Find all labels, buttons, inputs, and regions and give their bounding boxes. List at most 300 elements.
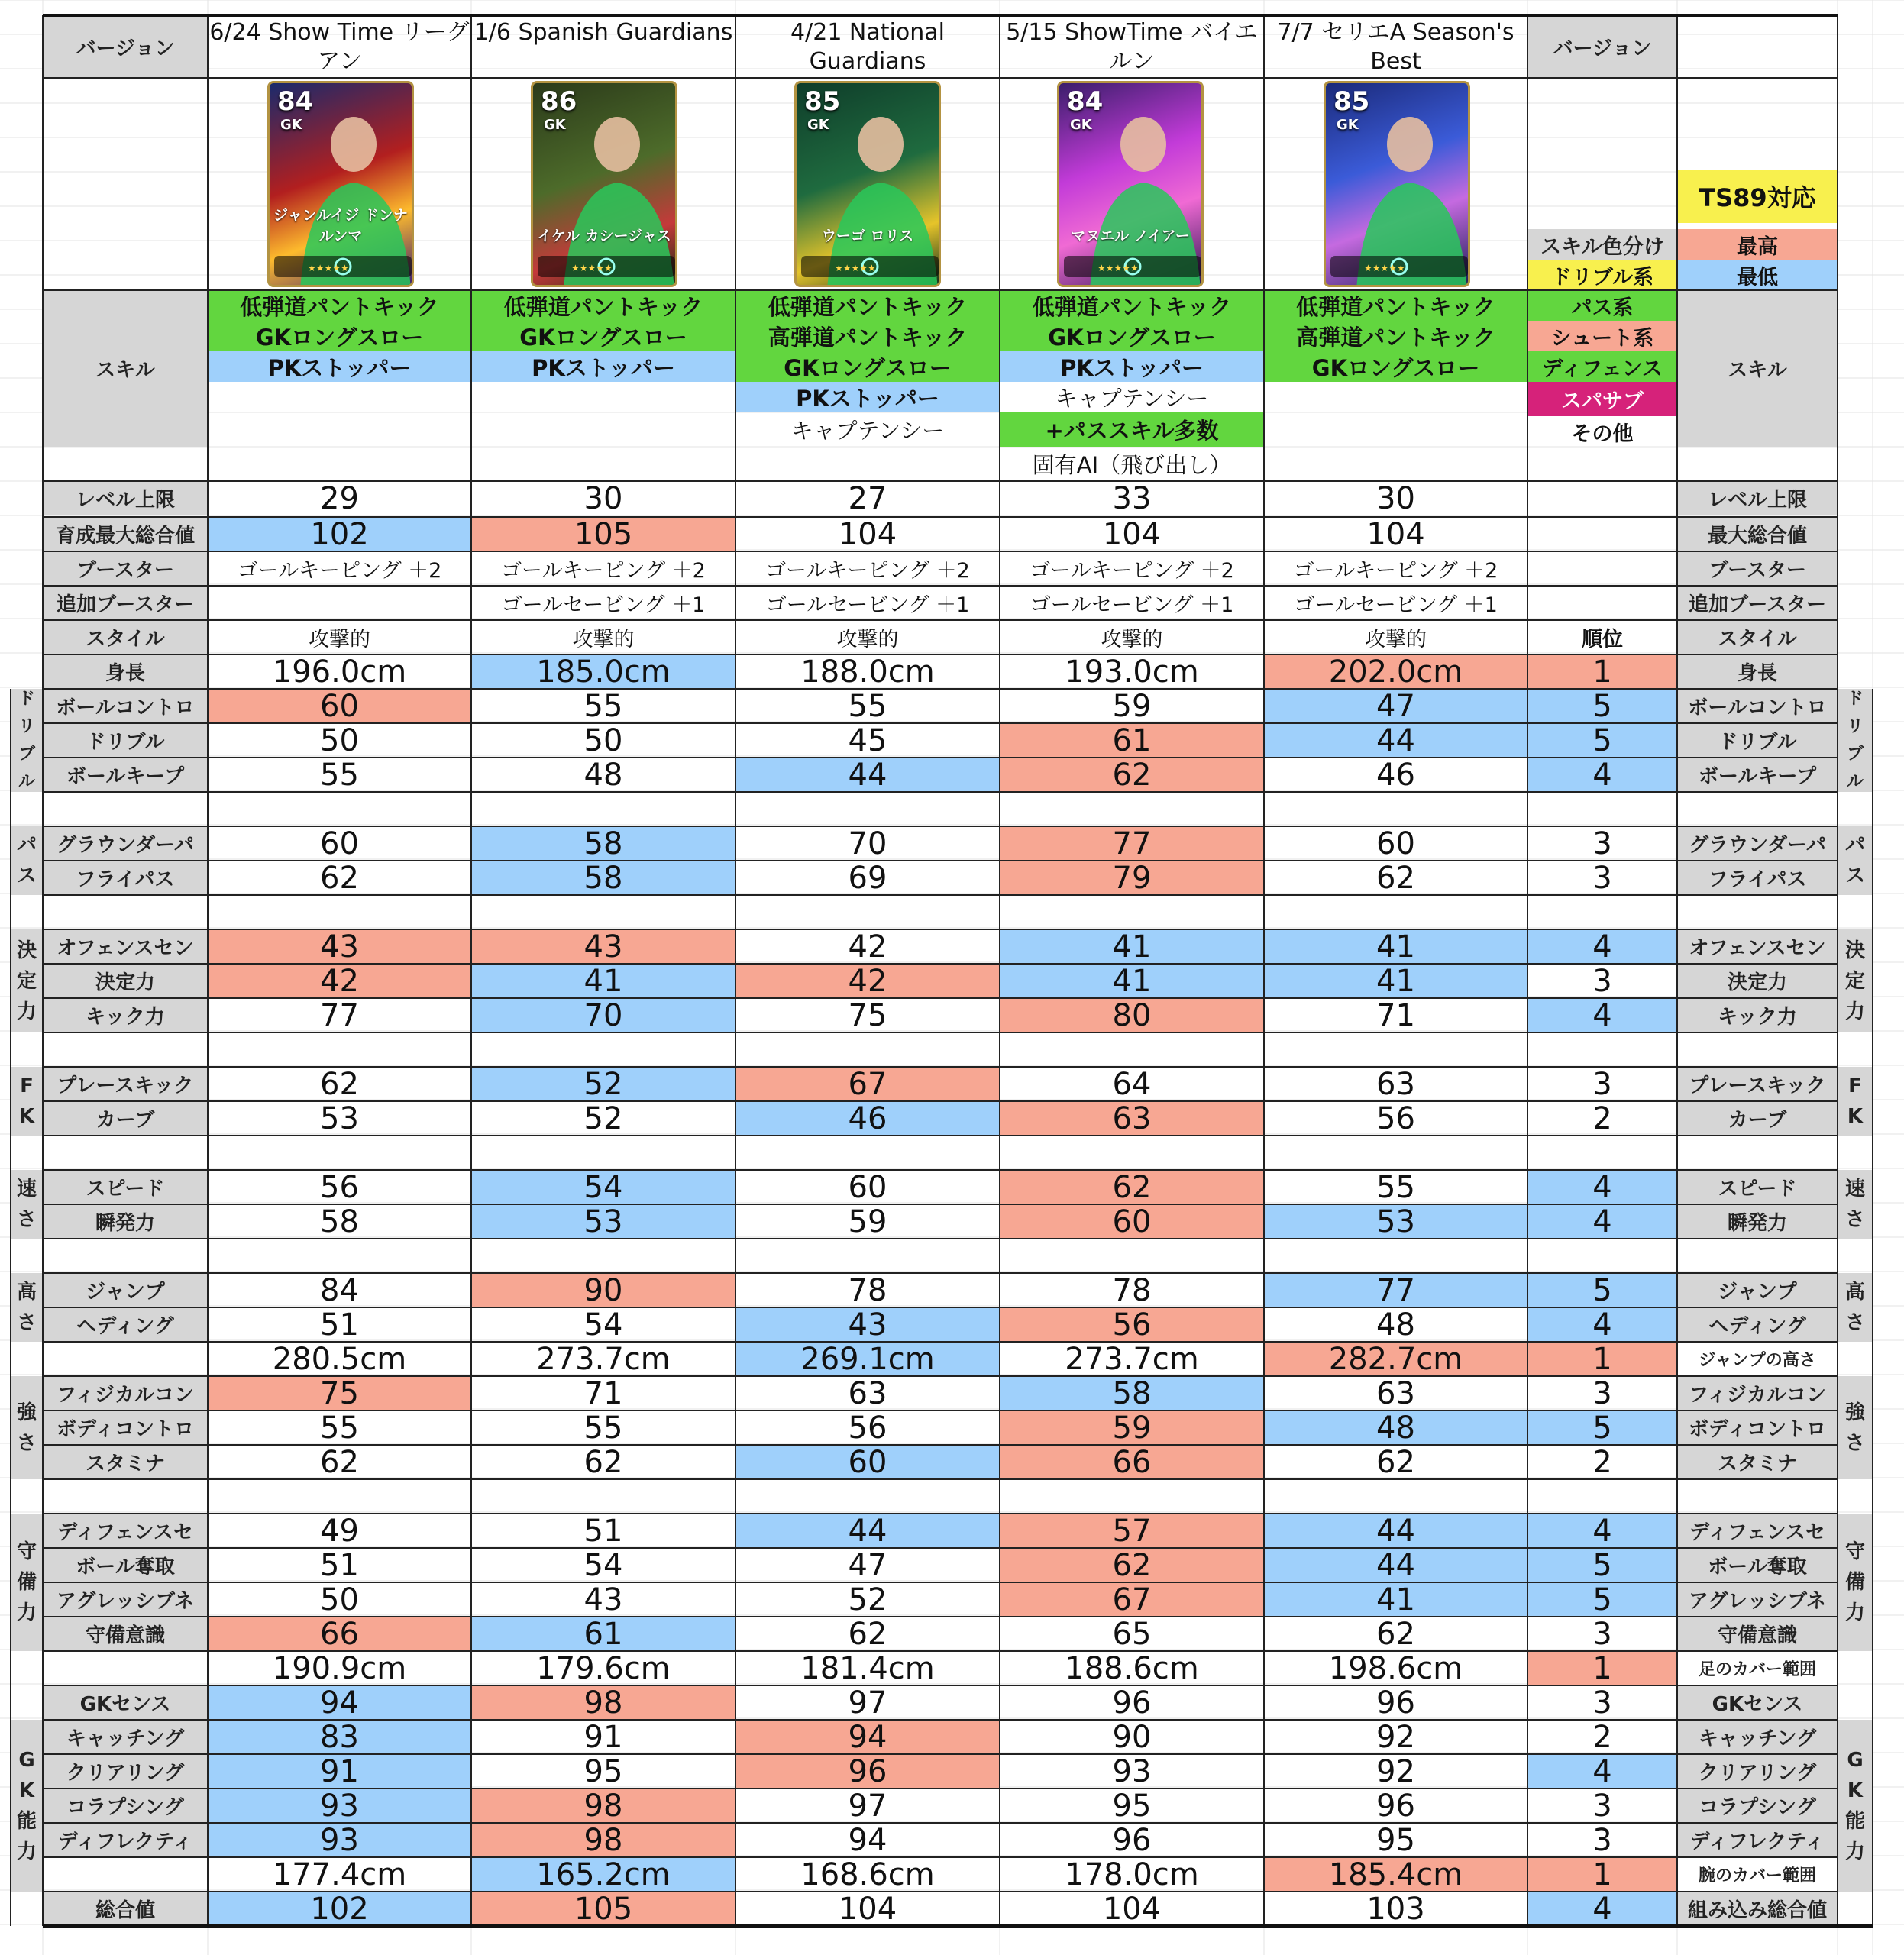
stat-value-19-2: 90 — [471, 1273, 735, 1307]
stat-value-24-5: 62 — [1376, 1445, 1415, 1479]
stat-value-34-4: 96 — [1112, 1823, 1152, 1857]
stat-label-right-4: 追加ブースター — [1677, 586, 1838, 620]
stat-label-right-23: ボディコントロ — [1677, 1411, 1838, 1445]
card-position: GK — [280, 117, 302, 133]
stat-value-13-4: 41 — [1000, 964, 1264, 998]
stat-value-23-1: 55 — [320, 1411, 359, 1445]
skill-3-4: PKストッパー — [735, 382, 1000, 412]
stat-label-right-6: 身長 — [1677, 654, 1838, 689]
stat-label-right-28: 守備意識 — [1677, 1617, 1838, 1651]
stat-value-10-5: 60 — [1376, 826, 1415, 861]
group-label-shoot: 決定力 — [11, 929, 43, 1032]
stat-value-28-4: 65 — [1112, 1617, 1152, 1651]
stat-value-15-4: 64 — [1112, 1067, 1152, 1101]
stat-value-5-3: 攻撃的 — [836, 628, 899, 651]
stat-value-36-4: 104 — [1102, 1892, 1162, 1926]
skill-2-3: PKストッパー — [471, 351, 735, 382]
group-label-right-defense: 守備力 — [1838, 1514, 1873, 1651]
stat-value-7-2: 55 — [583, 689, 623, 723]
group-label-right-height: 高さ — [1838, 1273, 1873, 1342]
stat-label-22: フィジカルコン — [43, 1376, 208, 1411]
skill-header-label-right: スキル — [1677, 290, 1838, 447]
card-rating: 84 — [1067, 86, 1104, 117]
stat-value-3-4: ゴールキーピング ＋2 — [1030, 559, 1234, 583]
stat-value-30-5: 96 — [1376, 1685, 1415, 1720]
stat-label-right-12: オフェンスセン — [1677, 929, 1838, 964]
stat-value-36-5: 103 — [1366, 1892, 1425, 1926]
stat-value-32-1: 91 — [208, 1754, 471, 1789]
stat-label-14: キック力 — [43, 998, 208, 1032]
stat-rank-29: 1 — [1527, 1651, 1677, 1685]
stat-value-10-3: 70 — [848, 826, 887, 861]
group-label-right-gk: GK能力 — [1838, 1720, 1873, 1892]
stat-rank-21: 1 — [1527, 1342, 1677, 1376]
stat-value-35-3: 168.6cm — [800, 1857, 935, 1892]
legend-item-5: その他 — [1571, 422, 1634, 446]
stat-value-16-3: 46 — [735, 1101, 1000, 1136]
version-name-5: 7/7 セリエA Season's Best — [1277, 19, 1514, 75]
skill-5-2: 高弾道パントキック — [1264, 321, 1527, 351]
svg-text:★★★★★: ★★★★★ — [1364, 263, 1405, 273]
stat-value-9-4: 62 — [1000, 758, 1264, 792]
stat-value-6-5: 202.0cm — [1264, 654, 1527, 689]
stat-value-18-4: 60 — [1000, 1204, 1264, 1239]
stat-label-right-24: スタミナ — [1677, 1445, 1838, 1479]
stat-value-17-1: 56 — [320, 1170, 359, 1204]
stat-label-right-9: ボールキープ — [1677, 758, 1838, 792]
stat-value-31-1: 83 — [208, 1720, 471, 1754]
stat-label-8: ドリブル — [43, 723, 208, 758]
stat-value-16-4: 63 — [1000, 1101, 1264, 1136]
stat-value-18-1: 58 — [320, 1204, 359, 1239]
stat-value-36-2: 105 — [471, 1892, 735, 1926]
stat-value-1-1: 29 — [320, 481, 359, 515]
stat-value-31-5: 92 — [1376, 1720, 1415, 1754]
stat-value-18-3: 59 — [848, 1204, 887, 1239]
stat-label-19: ジャンプ — [43, 1273, 208, 1307]
stat-label-17: スピード — [43, 1170, 208, 1204]
stat-value-15-1: 62 — [320, 1067, 359, 1101]
stat-value-3-5: ゴールキーピング ＋2 — [1293, 559, 1498, 583]
legend-best: 最高 — [1677, 229, 1838, 260]
legend-item-3: ディフェンス — [1527, 351, 1677, 382]
stat-value-13-1: 42 — [208, 964, 471, 998]
stat-rank-30: 3 — [1592, 1685, 1612, 1720]
skill-1-1: 低弾道パントキック — [208, 290, 471, 321]
stat-value-34-2: 98 — [471, 1823, 735, 1857]
stat-value-2-1: 102 — [208, 517, 471, 551]
stat-value-35-4: 178.0cm — [1065, 1857, 1199, 1892]
stat-value-32-5: 92 — [1376, 1754, 1415, 1789]
stat-label-33: コラプシング — [43, 1789, 208, 1823]
stat-label-right-19: ジャンプ — [1677, 1273, 1838, 1307]
stat-label-36: 総合値 — [43, 1892, 208, 1926]
skill-3-5: キャプテンシー — [790, 418, 945, 444]
stat-value-22-5: 63 — [1376, 1376, 1415, 1411]
stat-label-27: アグレッシブネ — [43, 1582, 208, 1617]
stat-label-18: 瞬発力 — [43, 1204, 208, 1239]
stat-value-34-1: 93 — [208, 1823, 471, 1857]
card-player-name: イケル カシージャス — [537, 228, 671, 244]
stat-value-15-5: 63 — [1376, 1067, 1415, 1101]
stat-label-4: 追加ブースター — [43, 586, 208, 620]
stat-label-26: ボール奪取 — [43, 1548, 208, 1582]
stat-value-21-2: 273.7cm — [536, 1342, 671, 1376]
group-label-speed: 速さ — [11, 1170, 43, 1239]
group-label-fk: FK — [11, 1067, 43, 1136]
skill-3-2: 高弾道パントキック — [735, 321, 1000, 351]
stat-value-7-3: 55 — [848, 689, 887, 723]
card-player-name: ウーゴ ロリス — [821, 228, 914, 244]
version-header-label-right: バージョン — [1527, 15, 1677, 78]
stat-label-24: スタミナ — [43, 1445, 208, 1479]
stat-rank-27: 5 — [1527, 1582, 1677, 1617]
stat-label-16: カーブ — [43, 1101, 208, 1136]
stat-value-8-5: 44 — [1264, 723, 1527, 758]
skill-4-2: GKロングスロー — [1000, 321, 1264, 351]
stat-rank-18: 4 — [1527, 1204, 1677, 1239]
stat-value-12-1: 43 — [208, 929, 471, 964]
stat-value-5-5: 攻撃的 — [1365, 628, 1427, 651]
stat-value-8-4: 61 — [1000, 723, 1264, 758]
stat-value-13-2: 41 — [471, 964, 735, 998]
stat-value-19-3: 78 — [848, 1273, 887, 1307]
stat-label-right-13: 決定力 — [1677, 964, 1838, 998]
stat-value-27-4: 67 — [1000, 1582, 1264, 1617]
stat-value-9-2: 48 — [583, 758, 623, 792]
stat-value-33-2: 98 — [471, 1789, 735, 1823]
card-player-name: マヌエル ノイアー — [1071, 228, 1190, 244]
stat-value-34-3: 94 — [848, 1823, 887, 1857]
stat-rank-12: 4 — [1527, 929, 1677, 964]
stat-value-2-2: 105 — [471, 517, 735, 551]
stat-value-20-2: 54 — [583, 1307, 623, 1342]
stat-rank-24: 2 — [1592, 1445, 1612, 1479]
stat-rank-11: 3 — [1592, 861, 1612, 895]
legend-title: スキル色分け — [1527, 229, 1677, 260]
stat-label-11: フライパス — [43, 861, 208, 895]
stat-value-2-4: 104 — [1102, 517, 1162, 551]
stat-value-7-5: 47 — [1264, 689, 1527, 723]
version-name-3: 4/21 National Guardians — [790, 19, 945, 75]
stat-value-11-5: 62 — [1376, 861, 1415, 895]
stat-rank-14: 4 — [1527, 998, 1677, 1032]
stat-value-25-5: 44 — [1264, 1514, 1527, 1548]
stat-label-right-26: ボール奪取 — [1677, 1548, 1838, 1582]
skill-header-label: スキル — [43, 290, 208, 447]
stat-value-29-2: 179.6cm — [536, 1651, 671, 1685]
stat-value-3-1: ゴールキーピング ＋2 — [237, 559, 442, 583]
stat-label-right-11: フライパス — [1677, 861, 1838, 895]
stat-label-right-1: レベル上限 — [1677, 481, 1838, 515]
stat-value-2-5: 104 — [1366, 517, 1425, 551]
stat-value-9-3: 44 — [735, 758, 1000, 792]
group-label-strength: 強さ — [11, 1376, 43, 1479]
stat-value-11-2: 58 — [471, 861, 735, 895]
stat-value-28-5: 62 — [1376, 1617, 1415, 1651]
skill-1-3: PKストッパー — [208, 351, 471, 382]
stat-rank-13: 3 — [1592, 964, 1612, 998]
version-name-2: 1/6 Spanish Guardians — [474, 19, 733, 46]
stat-label-right-25: ディフェンスセ — [1677, 1514, 1838, 1548]
stat-value-26-3: 47 — [848, 1548, 887, 1582]
group-label-defense: 守備力 — [11, 1514, 43, 1651]
stat-value-3-3: ゴールキーピング ＋2 — [765, 559, 970, 583]
version-header-label: バージョン — [43, 15, 208, 78]
stat-value-35-1: 177.4cm — [272, 1857, 407, 1892]
legend-worst: 最低 — [1677, 260, 1838, 290]
stat-value-4-5: ゴールセービング ＋1 — [1294, 593, 1498, 617]
stat-value-28-2: 61 — [471, 1617, 735, 1651]
stat-rank-9: 4 — [1527, 758, 1677, 792]
stat-value-9-5: 46 — [1376, 758, 1415, 792]
stat-value-29-1: 190.9cm — [272, 1651, 407, 1685]
stat-value-6-1: 196.0cm — [272, 654, 407, 689]
stat-value-14-1: 77 — [320, 998, 359, 1032]
stat-value-19-4: 78 — [1112, 1273, 1152, 1307]
stat-label-right-36: 組み込み総合値 — [1677, 1892, 1838, 1926]
group-label-right-speed: 速さ — [1838, 1170, 1873, 1239]
stat-value-25-4: 57 — [1000, 1514, 1264, 1548]
stat-value-17-3: 60 — [848, 1170, 887, 1204]
stat-value-27-2: 43 — [583, 1582, 623, 1617]
stat-label-28: 守備意識 — [43, 1617, 208, 1651]
stat-value-11-3: 69 — [848, 861, 887, 895]
stat-label-2: 育成最大総合値 — [43, 517, 208, 551]
stat-value-11-1: 62 — [320, 861, 359, 895]
stat-value-24-1: 62 — [320, 1445, 359, 1479]
stat-value-14-5: 71 — [1376, 998, 1415, 1032]
stat-label-5: スタイル — [43, 620, 208, 654]
stat-label-34: ディフレクティ — [43, 1823, 208, 1857]
stat-label-right-2: 最大総合値 — [1677, 517, 1838, 551]
legend-item-4: スパサブ — [1527, 382, 1677, 416]
group-label-dribble: ドリブル — [11, 689, 43, 792]
stat-label-right-18: 瞬発力 — [1677, 1204, 1838, 1239]
stat-label-right-21: ジャンプの高さ — [1677, 1342, 1838, 1376]
stat-value-12-4: 41 — [1000, 929, 1264, 964]
stat-value-36-3: 104 — [838, 1892, 897, 1926]
version-name-1: 6/24 Show Time リーグアン — [209, 19, 470, 75]
stat-rank-6: 1 — [1527, 654, 1677, 689]
stat-value-10-4: 77 — [1000, 826, 1264, 861]
group-label-right-dribble: ドリブル — [1838, 689, 1873, 792]
stat-label-right-31: キャッチング — [1677, 1720, 1838, 1754]
stat-value-35-5: 185.4cm — [1264, 1857, 1527, 1892]
stat-label-right-15: プレースキック — [1677, 1067, 1838, 1101]
stat-value-33-3: 97 — [848, 1789, 887, 1823]
stat-value-17-4: 62 — [1000, 1170, 1264, 1204]
stat-value-18-5: 53 — [1264, 1204, 1527, 1239]
stat-value-19-1: 84 — [320, 1273, 359, 1307]
stat-value-1-4: 33 — [1112, 481, 1152, 515]
skill-2-2: GKロングスロー — [471, 321, 735, 351]
stat-value-10-2: 58 — [471, 826, 735, 861]
stat-value-22-3: 63 — [848, 1376, 887, 1411]
stat-label-10: グラウンダーパ — [43, 826, 208, 861]
legend-item-1: パス系 — [1527, 290, 1677, 321]
version-name-4: 5/15 ShowTime バイエルン — [1006, 19, 1258, 75]
stat-value-29-5: 198.6cm — [1328, 1651, 1463, 1685]
stat-label-1: レベル上限 — [43, 481, 208, 515]
stat-label-right-7: ボールコントロ — [1677, 689, 1838, 723]
skill-4-5: +パススキル多数 — [1000, 412, 1264, 447]
stat-rank-23: 5 — [1527, 1411, 1677, 1445]
stat-value-14-2: 70 — [471, 998, 735, 1032]
stat-rank-33: 3 — [1592, 1789, 1612, 1823]
stat-value-28-1: 66 — [208, 1617, 471, 1651]
group-label-gk: GK能力 — [11, 1720, 43, 1892]
stat-value-4-4: ゴールセービング ＋1 — [1030, 593, 1234, 617]
skill-4-1: 低弾道パントキック — [1000, 290, 1264, 321]
stat-label-32: クリアリング — [43, 1754, 208, 1789]
stat-value-6-3: 188.0cm — [800, 654, 935, 689]
stat-value-34-5: 95 — [1376, 1823, 1415, 1857]
stat-label-right-17: スピード — [1677, 1170, 1838, 1204]
stat-value-32-2: 95 — [583, 1754, 623, 1789]
stat-value-33-1: 93 — [208, 1789, 471, 1823]
stat-label-right-5: スタイル — [1677, 620, 1838, 654]
stat-rank-34: 3 — [1592, 1823, 1612, 1857]
skill-1-2: GKロングスロー — [208, 321, 471, 351]
stat-label-23: ボディコントロ — [43, 1411, 208, 1445]
stat-value-6-4: 193.0cm — [1065, 654, 1199, 689]
stat-value-13-5: 41 — [1264, 964, 1527, 998]
stat-rank-17: 4 — [1527, 1170, 1677, 1204]
stat-value-1-3: 27 — [848, 481, 887, 515]
stat-value-32-3: 96 — [735, 1754, 1000, 1789]
stat-value-1-5: 30 — [1376, 481, 1415, 515]
group-label-right-shoot: 決定力 — [1838, 929, 1873, 1032]
stat-value-27-3: 52 — [848, 1582, 887, 1617]
card-player-name: ジャンルイジ ドンナルンマ — [273, 207, 408, 244]
stat-label-3: ブースター — [43, 551, 208, 586]
skill-3-3: GKロングスロー — [735, 351, 1000, 382]
stat-value-15-3: 67 — [735, 1067, 1000, 1101]
stat-value-21-4: 273.7cm — [1065, 1342, 1199, 1376]
stat-value-18-2: 53 — [471, 1204, 735, 1239]
ts89-label: TS89対応 — [1677, 170, 1838, 223]
stat-label-right-3: ブースター — [1677, 551, 1838, 586]
stat-value-4-2: ゴールセービング ＋1 — [501, 593, 706, 617]
stat-value-21-5: 282.7cm — [1264, 1342, 1527, 1376]
stat-value-17-2: 54 — [471, 1170, 735, 1204]
card-rating: 85 — [804, 86, 841, 117]
stat-value-5-1: 攻撃的 — [309, 628, 370, 651]
stat-label-25: ディフェンスセ — [43, 1514, 208, 1548]
stat-value-28-3: 62 — [848, 1617, 887, 1651]
stat-rank-25: 4 — [1527, 1514, 1677, 1548]
stat-rank-36: 4 — [1527, 1892, 1677, 1926]
stat-value-36-1: 102 — [208, 1892, 471, 1926]
stat-label-right-32: クリアリング — [1677, 1754, 1838, 1789]
skill-4-4: キャプテンシー — [1055, 385, 1209, 412]
stat-rank-19: 5 — [1527, 1273, 1677, 1307]
stat-label-right-22: フィジカルコン — [1677, 1376, 1838, 1411]
stat-value-20-1: 51 — [320, 1307, 359, 1342]
stat-value-14-3: 75 — [848, 998, 887, 1032]
stat-value-4-3: ゴールセービング ＋1 — [765, 593, 970, 617]
stat-label-20: ヘディング — [43, 1307, 208, 1342]
stat-value-8-1: 50 — [320, 723, 359, 758]
stat-value-29-4: 188.6cm — [1065, 1651, 1199, 1685]
stat-value-30-1: 94 — [208, 1685, 471, 1720]
stat-value-29-3: 181.4cm — [800, 1651, 935, 1685]
stat-value-8-2: 50 — [583, 723, 623, 758]
stat-value-12-5: 41 — [1264, 929, 1527, 964]
stat-value-30-3: 97 — [848, 1685, 887, 1720]
stat-value-20-3: 43 — [735, 1307, 1000, 1342]
group-label-height: 高さ — [11, 1273, 43, 1342]
stat-value-13-3: 42 — [735, 964, 1000, 998]
skill-4-3: PKストッパー — [1000, 351, 1264, 382]
stat-value-31-2: 91 — [583, 1720, 623, 1754]
stat-value-23-2: 55 — [583, 1411, 623, 1445]
stat-rank-5: 順位 — [1582, 628, 1623, 651]
stat-label-30: GKセンス — [43, 1685, 208, 1720]
stat-rank-8: 5 — [1527, 723, 1677, 758]
stat-label-right-14: キック力 — [1677, 998, 1838, 1032]
stat-rank-20: 4 — [1527, 1307, 1677, 1342]
svg-text:★★★★★: ★★★★★ — [308, 263, 349, 273]
stat-label-7: ボールコントロ — [43, 689, 208, 723]
stat-value-11-4: 79 — [1000, 861, 1264, 895]
card-position: GK — [1070, 117, 1092, 133]
stat-label-31: キャッチング — [43, 1720, 208, 1754]
stat-label-right-30: GKセンス — [1677, 1685, 1838, 1720]
stat-value-27-5: 41 — [1264, 1582, 1527, 1617]
stat-value-7-4: 59 — [1112, 689, 1152, 723]
card-position: GK — [1337, 117, 1359, 133]
stat-value-20-5: 48 — [1376, 1307, 1415, 1342]
stat-value-33-5: 96 — [1376, 1789, 1415, 1823]
stat-value-26-2: 54 — [583, 1548, 623, 1582]
stat-value-16-1: 53 — [320, 1101, 359, 1136]
stat-value-30-2: 98 — [471, 1685, 735, 1720]
skill-5-3: GKロングスロー — [1264, 351, 1527, 382]
stat-value-3-2: ゴールキーピング ＋2 — [501, 559, 706, 583]
stat-value-9-1: 55 — [320, 758, 359, 792]
stat-value-12-3: 42 — [848, 929, 887, 964]
stat-value-31-4: 90 — [1112, 1720, 1152, 1754]
stat-value-20-4: 56 — [1000, 1307, 1264, 1342]
svg-text:★★★★★: ★★★★★ — [835, 263, 876, 273]
stat-value-26-5: 44 — [1264, 1548, 1527, 1582]
stat-label-6: 身長 — [43, 654, 208, 689]
stat-value-23-3: 56 — [848, 1411, 887, 1445]
stat-rank-10: 3 — [1592, 826, 1612, 861]
stat-value-8-3: 45 — [848, 723, 887, 758]
stat-value-24-4: 66 — [1000, 1445, 1264, 1479]
stat-value-23-4: 59 — [1000, 1411, 1264, 1445]
group-label-right-pass: パス — [1838, 826, 1873, 895]
stat-value-26-4: 62 — [1000, 1548, 1264, 1582]
stat-label-right-27: アグレッシブネ — [1677, 1582, 1838, 1617]
skill-5-1: 低弾道パントキック — [1264, 290, 1527, 321]
stat-value-25-2: 51 — [583, 1514, 623, 1548]
stat-label-right-8: ドリブル — [1677, 723, 1838, 758]
stat-label-right-20: ヘディング — [1677, 1307, 1838, 1342]
stat-value-17-5: 55 — [1376, 1170, 1415, 1204]
group-label-pass: パス — [11, 826, 43, 895]
svg-text:★★★★★: ★★★★★ — [1097, 263, 1139, 273]
stat-label-9: ボールキープ — [43, 758, 208, 792]
stat-label-right-33: コラプシング — [1677, 1789, 1838, 1823]
stat-value-14-4: 80 — [1000, 998, 1264, 1032]
card-position: GK — [807, 117, 829, 133]
card-rating: 86 — [541, 86, 577, 117]
stat-rank-32: 4 — [1527, 1754, 1677, 1789]
